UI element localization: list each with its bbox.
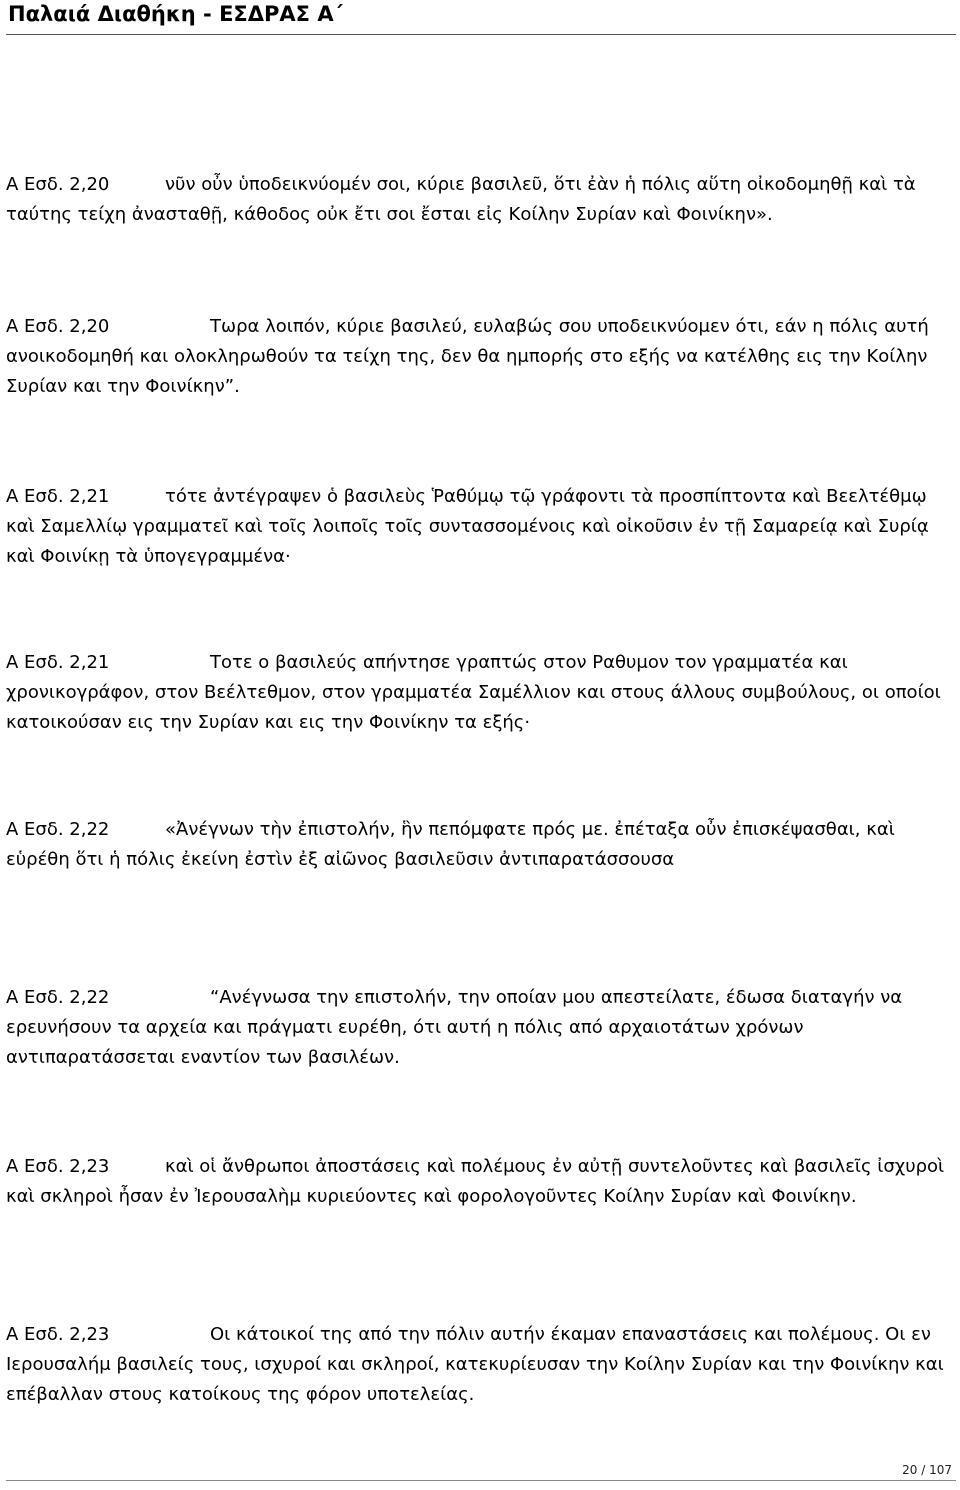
- verse-reference: Α Εσδ. 2,22: [6, 819, 110, 840]
- verse-text: νῦν οὖν ὑποδεικνύομέν σοι, κύριε βασιλεῦ, ὅτι ἐὰν ἡ πόλις αὕτη οἰκοδομηθῇ καὶ τὰ ταύτης τείχη ἀνασταθῇ, κάθοδος οὐκ ἔτι σοι ἔσται εἰς Κοίλην Συρίαν καὶ Φοινίκην».: [6, 174, 916, 225]
- verse-reference: Α Εσδ. 2,23: [6, 1324, 110, 1345]
- verse-reference: Α Εσδ. 2,20: [6, 174, 110, 195]
- verse-reference: Α Εσδ. 2,20: [6, 316, 110, 337]
- verse-reference: Α Εσδ. 2,21: [6, 652, 110, 673]
- verse-text: Τοτε ο βασιλεύς απήντησε γραπτώς στον Ραθυμον τον γραμματέα και χρονικογράφον, στον Βεέλτεθμον, στον γραμματέα Σαμέλλιον και στους άλλους συμβούλους, οι οποίοι κατοικούσαν εις την Συρίαν και εις την Φοινίκην τα εξής·: [6, 652, 941, 733]
- verse-text: καὶ οἱ ἄνθρωποι ἀποστάσεις καὶ πολέμους ἐν αὐτῇ συντελοῦντες καὶ βασιλεῖς ἰσχυροὶ καὶ σκληροὶ ἦσαν ἐν Ἰερουσαλὴμ κυριεύοντες καὶ φορολογοῦντες Κοίλην Συρίαν καὶ Φοινίκην.: [6, 1156, 945, 1207]
- verse-paragraph: [6, 648, 952, 738]
- verse-text: “Ανέγνωσα την επιστολήν, την οποίαν μου απεστείλατε, έδωσα διαταγήν να ερευνήσουν τα αρχεία και πράγματι ευρέθη, ότι αυτή η πόλις από αρχαιοτάτων χρόνων αντιπαρατάσσεται εναντίον των βασιλέων.: [6, 987, 903, 1068]
- verse-reference: Α Εσδ. 2,21: [6, 486, 110, 507]
- footer-divider: [6, 1480, 956, 1481]
- verse-text: Οι κάτοικοί της από την πόλιν αυτήν έκαμαν επαναστάσεις και πολέμους. Οι εν Ιερουσαλήμ βασιλείς τους, ισχυροί και σκληροί, κατεκυρίευσαν την Κοίλην Συρίαν και την Φοινίκην και επέβαλλαν στους κατοίκους της φόρον υποτελείας.: [6, 1324, 944, 1405]
- verse-reference: Α Εσδ. 2,23: [6, 1156, 110, 1177]
- page-number: 20 / 107: [902, 1463, 952, 1477]
- verse-reference: Α Εσδ. 2,22: [6, 987, 110, 1008]
- verse-text: Τωρα λοιπόν, κύριε βασιλεύ, ευλαβώς σου υποδεικνύομεν ότι, εάν η πόλις αυτή ανοικοδομηθή και ολοκληρωθούν τα τείχη της, δεν θα ημπορής στο εξής να κατέλθης εις την Κοίλην Συρίαν και την Φοινίκην”.: [6, 316, 929, 397]
- verse-paragraph: [6, 815, 952, 875]
- page-title: Παλαιά Διαθήκη - ΕΣΔΡΑΣ Α΄: [8, 2, 343, 26]
- verse-paragraph: [6, 1320, 952, 1410]
- verse-text: τότε ἀντέγραψεν ὁ βασιλεὺς Ῥαθύμῳ τῷ γράφοντι τὰ προσπίπτοντα καὶ Βεελτέθμῳ καὶ Σαμελλίῳ γραμματεῖ καὶ τοῖς λοιποῖς τοῖς συντασσομένοις καὶ οἰκοῦσιν ἐν τῇ Σαμαρείᾳ καὶ Συρίᾳ καὶ Φοινίκῃ τὰ ὑπογεγραμμένα·: [6, 486, 929, 567]
- header-divider: [6, 34, 956, 35]
- verse-paragraph: [6, 482, 952, 572]
- verse-paragraph: [6, 983, 952, 1073]
- verse-paragraph: [6, 1152, 952, 1212]
- verse-paragraph: [6, 312, 952, 402]
- verse-text: «Ἀνέγνων τὴν ἐπιστολήν, ἣν πεπόμφατε πρός με. ἐπέταξα οὖν ἐπισκέψασθαι, καὶ εὑρέθη ὅτι ἡ πόλις ἐκείνη ἐστὶν ἐξ αἰῶνος βασιλεῦσιν ἀντιπαρατάσσουσα: [6, 819, 895, 870]
- verse-paragraph: [6, 170, 952, 230]
